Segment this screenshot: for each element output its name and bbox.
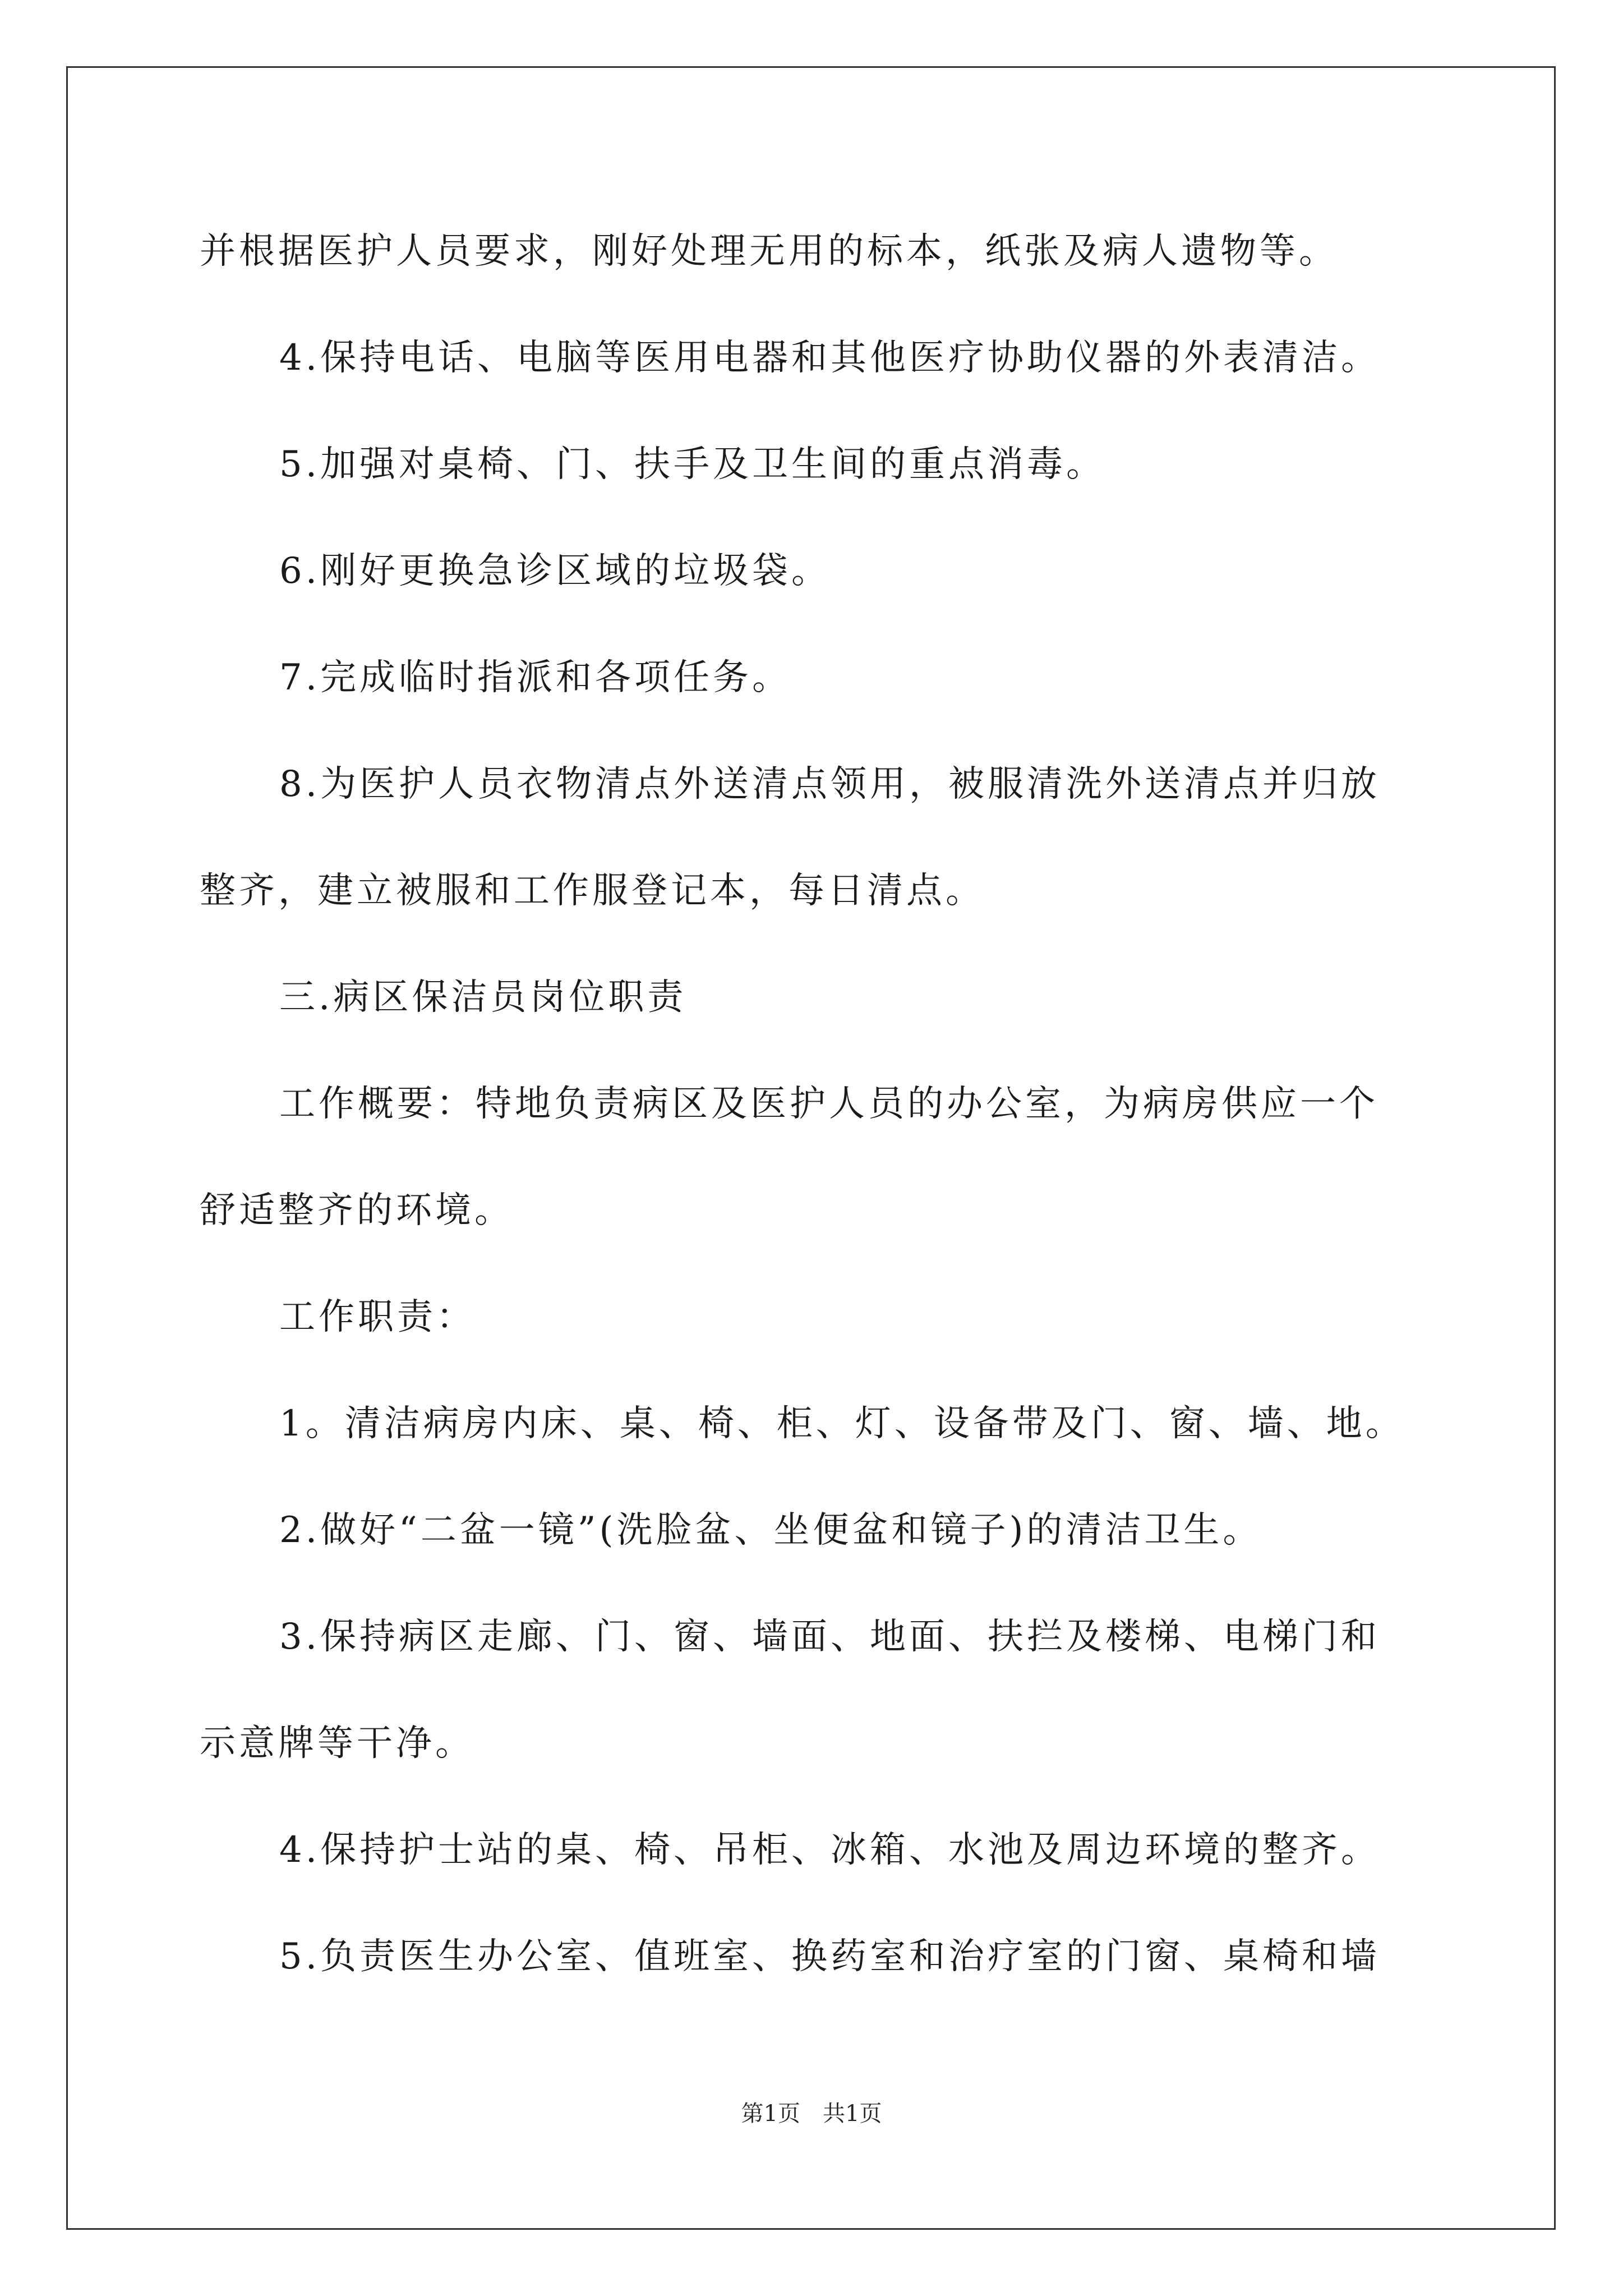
- text-line: 8.为医护人员衣物清点外送清点领用，被服清洗外送清点并归放: [279, 763, 1381, 805]
- text-line: 工作概要：特地负责病区及医护人员的办公室，为病房供应一个: [279, 1083, 1378, 1125]
- text-line: 工作职责：: [279, 1296, 476, 1338]
- text-line: 5.负责医生办公室、值班室、换药室和治疗室的门窗、桌椅和墙: [279, 1936, 1381, 1977]
- text-line: 6.刚好更换急诊区域的垃圾袋。: [279, 550, 831, 592]
- text-line: 3.保持病区走廊、门、窗、墙面、地面、扶拦及楼梯、电梯门和: [279, 1616, 1381, 1658]
- page-number-footer: 第1页 共1页: [741, 2101, 882, 2127]
- page-border: [66, 66, 1556, 2230]
- text-line: 舒适整齐的环境。: [200, 1190, 514, 1231]
- text-line: 2.做好“二盆一镜”(洗脸盆、坐便盆和镜子)的清洁卫生。: [279, 1510, 1262, 1551]
- text-line: 4.保持护士站的桌、椅、吊柜、冰箱、水池及周边环境的整齐。: [279, 1829, 1381, 1871]
- section-heading: 三.病区保洁员岗位职责: [279, 977, 687, 1018]
- text-line: 示意牌等干净。: [200, 1723, 474, 1764]
- text-line: 5.加强对桌椅、门、扶手及卫生间的重点消毒。: [279, 444, 1106, 485]
- text-line: 并根据医护人员要求，刚好处理无用的标本，纸张及病人遗物等。: [200, 231, 1338, 272]
- text-line: 4.保持电话、电脑等医用电器和其他医疗协助仪器的外表清洁。: [279, 337, 1381, 379]
- text-line: 整齐，建立被服和工作服登记本，每日清点。: [200, 870, 985, 912]
- text-line: 7.完成临时指派和各项任务。: [279, 657, 792, 698]
- text-line: 1。清洁病房内床、桌、椅、柜、灯、设备带及门、窗、墙、地。: [279, 1403, 1405, 1444]
